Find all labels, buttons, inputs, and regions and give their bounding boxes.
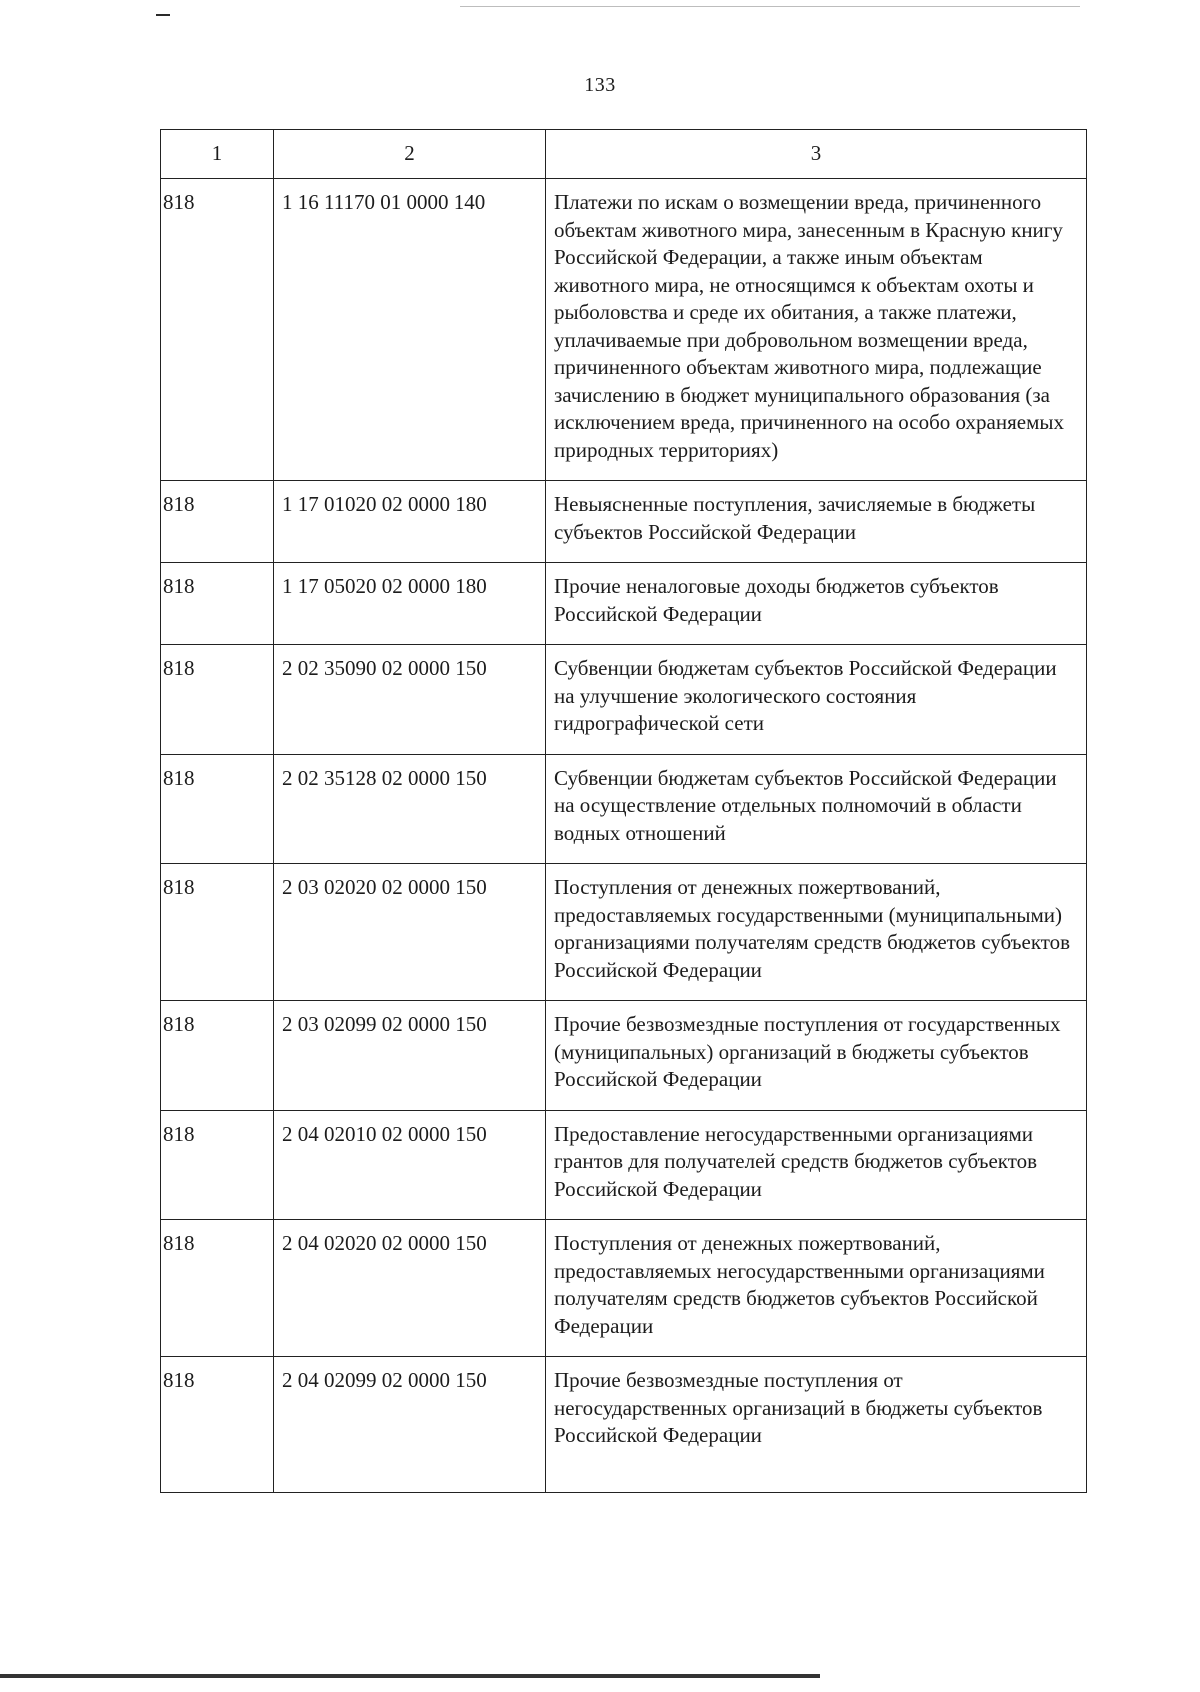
table-row xyxy=(161,481,1087,563)
revenue-name-cell: Поступления от денежных пожертвований, предоставляемых негосударственными организациями получателям средств бюджетов субъектов Российской Федерации xyxy=(546,1220,1087,1357)
revenue-name-cell: Субвенции бюджетам субъектов Российской Федерации на улучшение экологического состояния гидрографической сети xyxy=(546,645,1087,755)
table-row xyxy=(161,1001,1087,1111)
revenue-codes-table xyxy=(160,129,1087,1493)
revenue-name-cell: Поступления от денежных пожертвований, предоставляемых государственными (муниципальными) организациями получателям средств бюджетов субъектов Российской Федерации xyxy=(546,864,1087,1001)
budget-code-cell: 2 04 02010 02 0000 150 xyxy=(274,1110,546,1220)
admin-code-cell: 818 xyxy=(161,754,274,864)
admin-code-cell: 818 xyxy=(161,179,274,481)
table-row xyxy=(161,864,1087,1001)
table-row xyxy=(161,645,1087,755)
admin-code-cell: 818 xyxy=(161,645,274,755)
table-row xyxy=(161,754,1087,864)
table-row xyxy=(161,1110,1087,1220)
admin-code-cell: 818 xyxy=(161,1357,274,1493)
page-number: 133 xyxy=(584,74,616,96)
admin-code-cell: 818 xyxy=(161,1001,274,1111)
table-header-row xyxy=(161,130,1087,179)
revenue-name-cell: Прочие неналоговые доходы бюджетов субъектов Российской Федерации xyxy=(546,563,1087,645)
budget-code-cell: 2 03 02020 02 0000 150 xyxy=(274,864,546,1001)
column-header-name: 3 xyxy=(546,130,1087,179)
admin-code-cell: 818 xyxy=(161,481,274,563)
admin-code-cell: 818 xyxy=(161,1220,274,1357)
admin-code-cell: 818 xyxy=(161,864,274,1001)
budget-code-cell: 2 02 35090 02 0000 150 xyxy=(274,645,546,755)
budget-code-cell: 1 17 05020 02 0000 180 xyxy=(274,563,546,645)
revenue-name-cell: Субвенции бюджетам субъектов Российской Федерации на осуществление отдельных полномочий в области водных отношений xyxy=(546,754,1087,864)
admin-code-cell: 818 xyxy=(161,1110,274,1220)
scan-edge-line-bottom xyxy=(0,1674,820,1678)
budget-code-cell: 2 03 02099 02 0000 150 xyxy=(274,1001,546,1111)
column-header-code: 2 xyxy=(274,130,546,179)
revenue-name-cell: Прочие безвозмездные поступления от негосударственных организаций в бюджеты субъектов Российской Федерации xyxy=(546,1357,1087,1493)
scan-edge-line-top xyxy=(460,6,1080,7)
scan-edge-mark-top xyxy=(156,14,170,16)
table-row xyxy=(161,179,1087,481)
revenue-name-cell: Невыясненные поступления, зачисляемые в бюджеты субъектов Российской Федерации xyxy=(546,481,1087,563)
budget-code-cell: 1 17 01020 02 0000 180 xyxy=(274,481,546,563)
budget-code-cell: 2 02 35128 02 0000 150 xyxy=(274,754,546,864)
table-row xyxy=(161,1357,1087,1493)
revenue-name-cell: Платежи по искам о возмещении вреда, причиненного объектам животного мира, занесенным в Красную книгу Российской Федерации, а также иным объектам животного мира, не относящимся к объектам охоты и рыболовства и среде их обитания, а также платежи, уплачиваемые при добровольном возмещении вреда, причиненного объектам животного мира, подлежащие зачислению в бюджет муниципального образования (за исключением вреда, причиненного на особо охраняемых природных территориях) xyxy=(546,179,1087,481)
budget-code-cell: 1 16 11170 01 0000 140 xyxy=(274,179,546,481)
budget-code-cell: 2 04 02020 02 0000 150 xyxy=(274,1220,546,1357)
admin-code-cell: 818 xyxy=(161,563,274,645)
column-header-admin: 1 xyxy=(161,130,274,179)
revenue-name-cell: Прочие безвозмездные поступления от государственных (муниципальных) организаций в бюджеты субъектов Российской Федерации xyxy=(546,1001,1087,1111)
budget-code-cell: 2 04 02099 02 0000 150 xyxy=(274,1357,546,1493)
revenue-name-cell: Предоставление негосударственными организациями грантов для получателей средств бюджетов субъектов Российской Федерации xyxy=(546,1110,1087,1220)
table-row xyxy=(161,1220,1087,1357)
table-row xyxy=(161,563,1087,645)
